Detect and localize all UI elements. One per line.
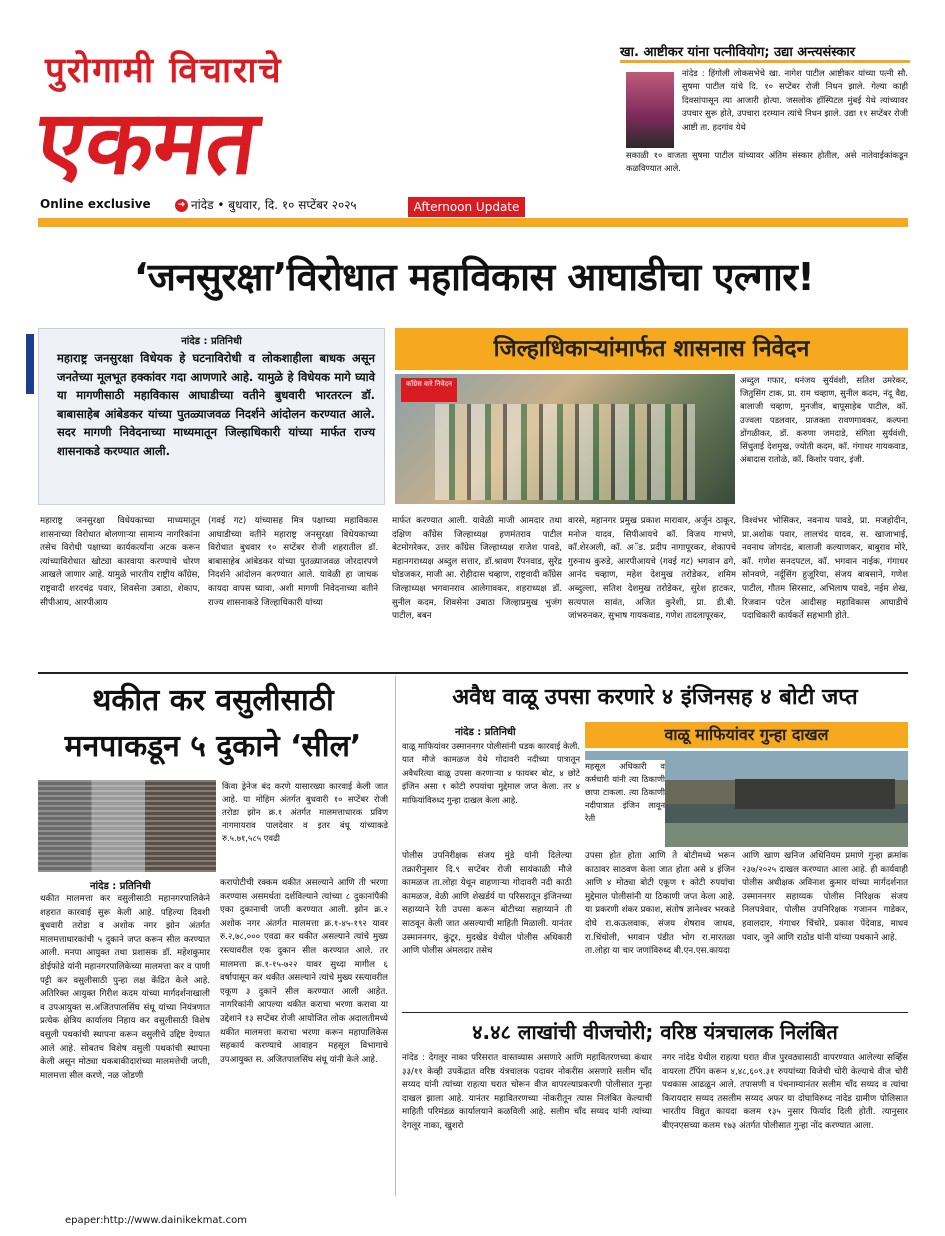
power-headline: ४.४८ लाखांची वीजचोरी; वरिष्ठ यंत्रचालक निलंबित <box>472 1020 838 1044</box>
main-headline: ‘जनसुरक्षा’विरोधात महाविकास आघाडीचा एल्गार! <box>133 255 815 299</box>
tax-headline-2: मनपाकडून ५ दुकाने ‘सील’ <box>64 729 362 764</box>
masthead-tagline: पुरोगामी विचाराचे <box>45 50 283 91</box>
dateline-text: नांदेड • बुधवार, दि. १० सप्टेंबर २०२५ <box>191 198 357 212</box>
sidebar-divider <box>620 60 910 63</box>
sand-banner: वाळू माफियांवर गुन्हा दाखल <box>585 722 908 748</box>
portrait-photo <box>626 72 674 148</box>
lead-accent-bar <box>26 334 34 394</box>
sidebar-text-cont: सकाळी १० वाजता सुषमा पाटील यांच्यावर अंतिम संस्कार होतील, असे नातेवाईकांकडून कळविण्यात आले. <box>626 150 908 174</box>
sand-byline: नांदेड : प्रतिनिधी <box>455 727 516 738</box>
column-divider <box>395 676 396 1196</box>
main-col-3: मार्फत करण्यात आली. यावेळी माजी आमदार तथा दक्षिण काँग्रेस जिल्हाध्यक्ष हणमंतराव पाटील बेटमोगरेकर, उत्तर काँग्रेस जिल्हाध्यक्ष राजेश पावडे, महानगराध्यक्ष अब्दुल सत्तार, डॉ.श्रावण रॅपनवाड, सुरेंद्र घोडजकर, माजी आ. रोहीदास चव्हाण, राष्ट्रवादी काँग्रेस जिल्हाध्यक्ष भगवानराव आलेगावकर, शहराध्यक्ष डॉ. सुनील कदम, शिवसेना उबाठा जिल्हाप्रमुख भुजंग पाटील, बबन <box>392 516 562 622</box>
sealed-shop-photo <box>38 780 216 872</box>
sand-col-2: उपसा होत होता आणि ते बोटीमध्ये भरून काठावर साठवण केला जात होता असे ४ इंजिन आणि ४ मोठ्या बोटी एकूण १ कोटी रुपयांचा मुद्देमाल पोलीसांनी या ठिकाणी जप्त केला आहे. या प्रकरणी शंकर प्रकाश, संतोष ज्ञानेश्वर भरकडे दोघे रा.कऊलवाक, संजय शेषराव जाधव, रा.चिंचोली, भगवान पंडीत भोग रा.मारतळा ता.लोहा या चार जणांविरुध्द बी.एन.एस.कायदा <box>585 851 735 957</box>
header-divider <box>38 218 908 227</box>
main-col-5: विश्वंभर भोसिकर, नवनाथ पावडे, प्रा. मजहोदीन, प्रा.अशोक पवार, लालचंद यादव, स. खाजाभाई, नवनाथ जोगदंड, बालाजी कल्याणकर, बाबुराव मोरे, कॉ. गणेश सनदपटल, कॉ. भगवान नाईक, गंगाधर सोनवणे, नर्दूसिंग हुजूरिया, संजय बाबसाने, गणेश पाटील, गौतम सिरसाट, अभिलाष पावडे, नईम शेख, रिजवान पटेल आदीसह महाविकास आघाडीचे पदाधिकारी कार्यकर्ते सहभागी होते. <box>742 516 908 622</box>
main-col-4: वारसे, महानगर प्रमुख प्रकाश मारावार, अर्जुन ठाकूर, मनोज यादव, सिपीआयचे कॉ. विजय गाभणे, कॉ.शेरअली, कॉ. अॅड. प्रदीप नागापूरकर, शेकापचे गुरुनाथ कुरुडे, आरपीआयचे (गवई गट) भगवान ढगे, आनंद चव्हाण, महेश देशमुख तरोडेकर, शमिम अब्दुल्ला, सतिश देशमुख तरोडेकर, सुरेश हाटकर, सत्यपाल सावंत, अजित कुरेशी, प्रा. डी.बी. जांभरुनकर, सुभाष गायकवाड, गणेश तादलापूरकर, <box>568 516 736 622</box>
online-exclusive-label: Online exclusive <box>40 197 151 211</box>
sand-right-text: महसूल अधिकारी व कर्मचारी यांनी त्या ठिकाणी छापा टाकला. त्या ठिकाणी नदीपात्रात इंजिन लावून रेती <box>585 760 665 850</box>
tax-col-1: थकीत मालमत्ता कर वसुलीसाठी महानगरपालिकेने शहरात कारवाई सुरू केली आहे. पहिल्या दिवशी बुधवारी तरोडा व अशोक नगर झोन अंतर्गत मालमत्ताधारकांची ५ दुकाने जप्त करून सील करण्यात आली. मनपा आयुक्त तथा प्रशासक डॉ. महेशकुमार डोईफोडे यांनी महानगरपालिकेच्या मालमत्ता कर व पाणी पट्टी कर वसुलीसाठी पुन्हा लक्ष केंद्रित केले आहे. अतिरिक्त आयुक्त गिरीश कदम यांच्या मार्गदर्शनाखाली व उपआयुक्त स.अजितपालसिंघ संधू यांच्या नियंत्रणात प्रत्येक क्षेत्रिय कार्यालय निहाय कर वसुलीसाठी विशेष वसुली पथकांची स्थापना करून वसुलीचे उद्दिष्ट देण्यात आले आहे. सोबतच विशेष वसुली पथकांची स्थापना केली असून मोठ्या थकबाकीदारांच्या मालमत्तेची जप्ती, मालमत्ता सील करणे, नळ जोडणी <box>40 894 210 1081</box>
photo-banner-sign: काँग्रेस वारे निवेदन <box>401 378 457 402</box>
shutter-pattern <box>38 780 216 872</box>
sand-col-1: पोलीस उपनिरीक्षक संजय मुंडे यांनी दिलेल्या तक्रारीनुसार दि.९ सप्टेंबर रोजी सायंकाळी मौजे कामळज ता.लोहा येथून वाहणाऱ्या गोदावरी नदी काठी कामळज, वेळी आणि शेखर्डर्य या परिसरातून इंजिनच्या सहाय्याने रेती उपसा करून बोटीच्या सहाय्याने ती साठवून केली जात असल्याची माहिती मिळाली. यानंतर उस्माननगर, कुंटूर, मुदखेड येथील पोलीस अधिकारी आणि पोलीस अंमलदार तसेच <box>402 851 572 957</box>
tax-side-text: किंवा ड्रेनेज बंद करणे यासारख्या कारवाई केली जात आहे. या मोहिम अंतर्गत बुधवारी १० सप्टेंबर रोजी तरोडा झोन क्र.१ अंतर्गत मालमत्ताधारक प्रविण नागमायराव पालदेवार व इतर बंधू यांच्याकडे रु.५.७१,५८५ एवढी <box>222 781 388 843</box>
tax-byline: नांदेड : प्रतिनिधी <box>90 881 151 892</box>
arrow-icon: ➜ <box>175 199 188 212</box>
lead-box <box>38 328 385 505</box>
sand-intro: वाळू माफियांवर उस्माननगर पोलीसांनी धडक कारवाई केली. यात मौजे कामळज येथे गोदावरी नदीच्या पात्रातून अवैधरित्या वाळू उपसा करणाऱ्या ४ फायबर बोट, ४ छोटे इंजिन असा १ कोटी रुपयांचा मुद्देमाल जप्त केला. तर ४ माफियांविरुध्द गुन्हा दाखल केला आहे. <box>402 741 580 805</box>
epaper-link[interactable]: epaper:http://www.dainikekmat.com <box>65 1215 247 1226</box>
sidebar-text: नांदेड : हिंगोली लोकसभेचे खा. नागेश पाटील आष्टीकर यांच्या पत्नी सौ. सुषमा पाटील यांचे दि. १० सप्टेंबर रोजी निधन झाले. गेल्या काही दिवसांपासून त्या आजारी होत्या. जसलोक हॉस्पिटल मुंबई येथे त्यांच्यावर उपचार सुरू होते, उपचारा दरम्यान त्यांचे निधन झाले. उद्या ११ सप्टेंबर रोजी आष्टी ता. हदगांव येथे <box>682 68 908 132</box>
lead-text: महाराष्ट्र जनसुरक्षा विधेयक हे घटनाविरोधी व लोकशाहीला बाधक असून जनतेच्या मूलभूत हक्कांवर गदा आणणारे आहे. यामुळे हे विधेयक मागे घ्यावे या मागणीसाठी महाविकास आघाडीच्या वतीने बुधवारी भारतरत्न डॉ. बाबासाहेब आंबेडकर यांच्या पुतळ्याजवळ निदर्शने आंदोलन करण्यात आले. सदर मागणी निवेदनाच्या माध्यमातून जिल्हाधिकारी यांच्या मार्फत राज्य शासनाकडे करण्यात आली. <box>57 351 375 458</box>
masthead-logo: एकमत <box>30 90 265 194</box>
lead-byline: नांदेड : प्रतिनिधी <box>181 336 242 347</box>
sand-col-3: आणि खाण खनिज अधिनियम प्रमाणे गुन्हा क्रमांक २३७/२०२५ दाखल करण्यात आला आहे. ही कार्यवाही पोलीस अधीक्षक अविनाश कुमार यांच्या मार्गदर्शनात उस्माननगर सहाय्यक पोलीस निरिक्षक संजय निलपत्रेवार, पोलीस उपनिरिक्षक गजानन गाडेकर, हवालदार, गंगाधर चिंचोरे, प्रकाश पेंदेवाड, माधव पवार, जुने आणि राठोड यांनी यांच्या पथकाने आहे. <box>742 851 908 943</box>
protest-photo <box>395 374 735 504</box>
section-divider <box>38 672 908 674</box>
tax-col-2: करापोटीची रक्कम थकीत असल्याने आणि ती भरणा करण्यास असमर्थता दर्शविल्याने त्यांच्या ८ दुकानांपैकी एका दुकानाची जप्ती करण्यात आली. झोन क्र.२ अशोक नगर अंतर्गत मालमत्ता क्र.१-४५-१९२ यावर रु.२,७८,००० एवढा कर थकीत असल्याने त्यांचे मुख्य रस्त्यावरील एक दुकान सील करण्यात आले. तर मालमत्ता क्र.१-१५-७२२ यावर सुध्दा मागील ६ वर्षापासून कर थकीत असल्याने त्यांचे मुख्य रस्त्यावरील एकूण ३ दुकाने सील करण्यात आली आहेत. नागरिकांनी आपल्या थकीत कराचा भरणा करावा या उद्देशाने १३ सप्टेंबर रोजी आयोजित लोक अदालतीमध्ये थकीत मालमत्ता कराचा भरणा करून महापालिकेस सहकार्य करण्याचे आवाहन महसूल विभागाचे उपआयुक्त स. अजितपालसिंघ संधू यांनी केले आहे. <box>220 878 388 1065</box>
afternoon-update-badge: Afternoon Update <box>408 197 525 217</box>
dateline <box>175 196 357 213</box>
collector-banner: जिल्हाधिकाऱ्यांमार्फत शासनास निवेदन <box>395 328 908 370</box>
power-col-2: नगर नांदेड येथील राहत्या घरात वीज पुरवठ्यासाठी वापरण्यात आलेल्या सर्व्हिस वायरला टॅपिंग करून ४,४८,६०९.३१ रुपयांच्या विजेची चोरी केल्याचे वीज चोरी पथकास आढळून आले. तपासणी व पंचनाम्यानंतर सलीम चाँद सय्यद व त्यांचा किरायदार सय्यद तसलीम सय्यद अफर या दोघाविरुध्द नांदेड ग्रामीण पोलिसात भारतीय विद्युत कायदा कलम १३५ नुसार फिर्याद दिली होती. त्यानुसार बीएनएसच्या कलम १७३ अंतर्गत पोलीसात गुन्हा नोंद करण्यात आला. <box>662 1053 908 1131</box>
tax-headline-1: थकीत कर वसुलीसाठी <box>92 683 334 718</box>
boat-shape <box>735 779 895 809</box>
main-col-1: महाराष्ट्र जनसुरक्षा विधेयकाच्या माध्यमातून शासनाच्या विरोधात बोलणाऱ्या सामान्य नागरिकांना तसेच विरोधी पक्षाच्या कार्यकर्त्यांना अटक करून त्यांच्याविरोधात खोट्या कारवाया करण्याचे धोरण आखले जाणार आहे. यामुळे भारतीय राष्ट्रीय काँग्रेस, राष्ट्रवादी शरदचंद्र पवार, शिवसेना उबाठा, शेकाप, सीपीआय, आरपीआय <box>40 516 200 608</box>
sand-headline: अवैध वाळू उपसा करणारे ४ इंजिनसह ४ बोटी जप्त <box>452 685 858 710</box>
photo-crowd <box>435 404 695 500</box>
names-column: अब्दुल गफार, धनंजय सुर्यवंशी, सतिश उमरेकर, जितुसिंग टाक, प्रा. राम चव्हाण, सुनील कदम, नंदू वैद्य, बालाजी चव्हाण, मुनजीव, बापूसाहेब पाटील, कॉ. उज्वला पडलवार, प्राजक्ता रावणगावकर, कल्पना डोंगळीकर, डॉ. करुणा जमदाडे, संगिता सुर्यवंशी, सिंधुताई देशमुख, ज्योती कदम, कॉ. गंगाधर गायकवाड, अंबादास रातोळे, कॉ. किशोर पवार, इंजी. <box>740 375 908 465</box>
sidebar-headline: खा. आष्टीकर यांना पत्नीवियोग; उद्या अन्त्यसंस्कार <box>620 45 856 60</box>
power-col-1: नांदेड : देगलूर नाका परिसरात वास्तव्यास असणारे आणि महावितरणच्या कंधार ३३/११ केव्ही उपकेंद्रात वरिष्ठ यंत्रचालक पदावर नोकरीस असणारे सलीम चाँद सय्यद यांनी त्यांच्या राहत्या घरात चोरून वीज वापरल्याप्रकरणी पोलीसात गुन्हा दाखल झाला आहे. यानंतर महावितरणच्या नोकरीतून त्यास निलंबित केल्याची माहिती परिमंडळ कार्यालयाने कळविली आहे. सलीम चाँद सय्यद यांनी त्यांच्या देगलूर नाका, खुशरो <box>402 1053 652 1131</box>
power-divider <box>402 1012 908 1013</box>
main-col-2: (गवई गट) यांच्यासह मित्र पक्षाच्या महाविकास आघाडीच्या वतीने महाराष्ट्र जनसुरक्षा विधेयकाच्या विरोधात बुधवार १० सप्टेंबर रोजी शहरातील डॉ. बाबासाहेब आंबेडकर यांच्या पुतळ्याजवळ जोरदारपणे निदर्शने आंदोलन करण्यात आले. यावेळी हा जाचक कायदा वापस घ्यावा, अशी मागणी निवेदनाच्या वतीने राज्य शासनाकडे जिल्हाधिकारी यांच्या <box>208 516 378 608</box>
